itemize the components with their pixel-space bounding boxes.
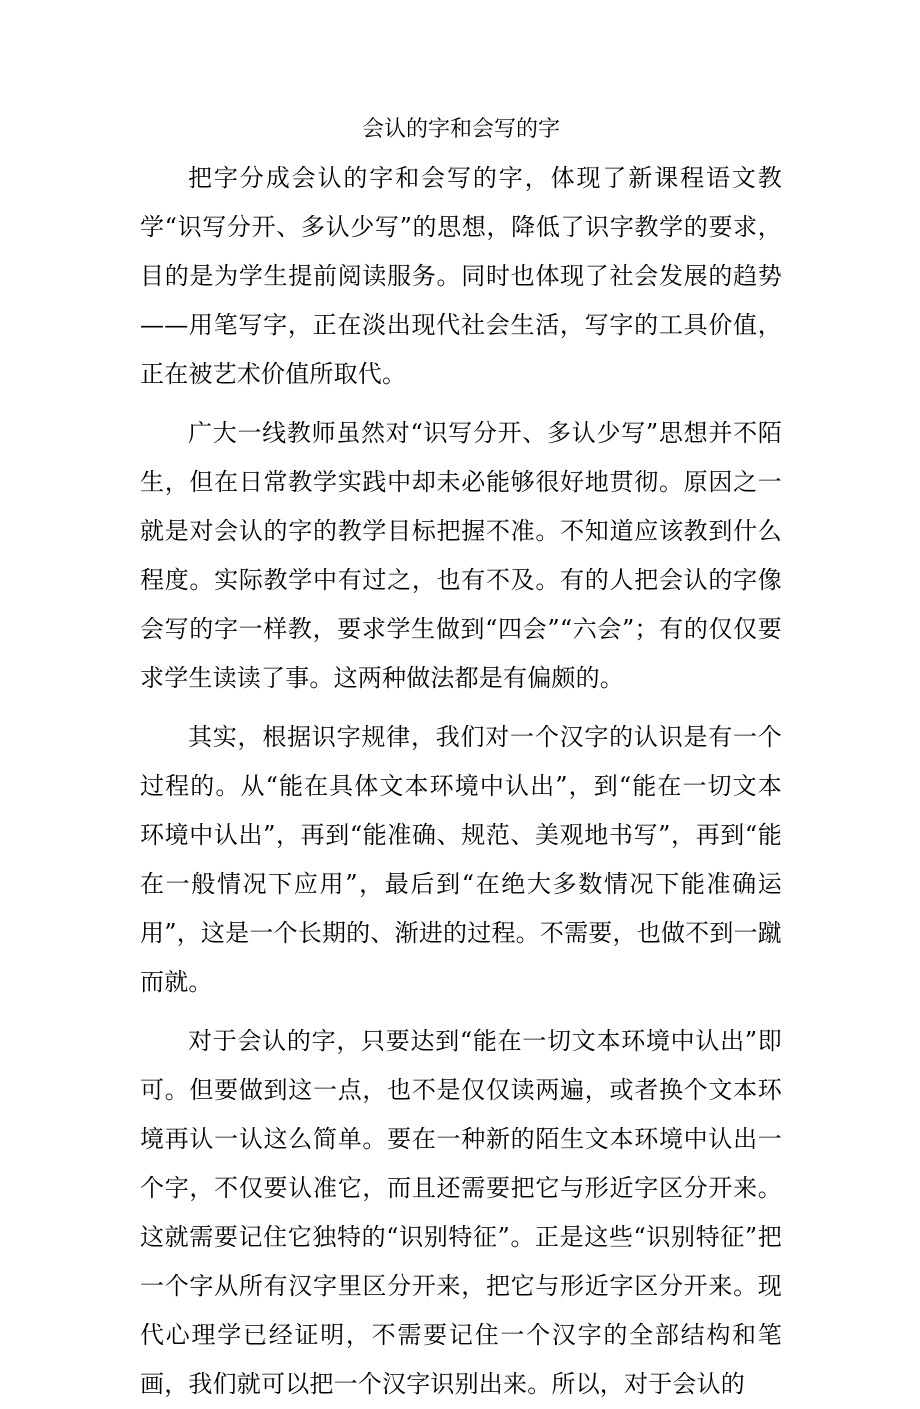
paragraph-2: 广大一线教师虽然对“识写分开、多认少写”思想并不陌生，但在日常教学实践中却未必能够很好地贯彻。原因之一就是对会认的字的教学目标把握不准。不知道应该教到什么程度。实际教学中有过之，也有不及。有的人把会认的字像会写的字一样教，要求学生做到“四会”“六会”；有的仅仅要求学生读读了事。这两种做法都是有偏颇的。 <box>140 419 782 692</box>
document-title: 会认的字和会写的字 <box>361 117 560 142</box>
paragraph-1: 把字分成会认的字和会写的字，体现了新课程语文教学“识写分开、多认少写”的思想，降低了识字教学的要求，目的是为学生提前阅读服务。同时也体现了社会发展的趋势——用笔写字，正在淡出现代社会生活，写字的工具价值，正在被艺术价值所取代。 <box>140 164 782 388</box>
paragraph-3: 其实，根据识字规律，我们对一个汉字的认识是有一个过程的。从“能在具体文本环境中认出”，到“能在一切文本环境中认出”，再到“能准确、规范、美观地书写”，再到“能在一般情况下应用”，最后到“在绝大多数情况下能准确运用”，这是一个长期的、渐进的过程。不需要，也做不到一蹴而就。 <box>140 723 782 996</box>
paragraph-4: 对于会认的字，只要达到“能在一切文本环境中认出”即可。但要做到这一点，也不是仅仅读两遍，或者换个文本环境再认一认这么简单。要在一种新的陌生文本环境中认出一个字，不仅要认准它，而且还需要把它与形近字区分开来。这就需要记住它独特的“识别特征”。正是这些“识别特征”把一个字从所有汉字里区分开来，把它与形近字区分开来。现代心理学已经证明，不需要记住一个汉字的全部结构和笔画，我们就可以把一个汉字识别出来。所以，对于会认的 <box>140 1027 782 1398</box>
